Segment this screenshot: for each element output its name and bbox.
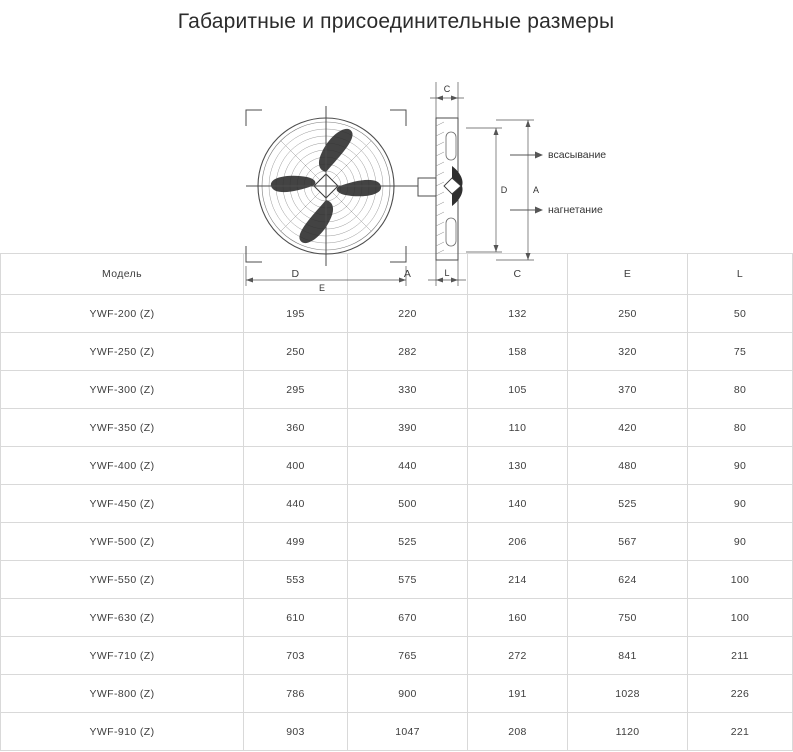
cell-l: 226 (688, 675, 793, 713)
cell-a: 670 (348, 599, 468, 637)
cell-model: YWF-550 (Z) (1, 561, 244, 599)
cell-l: 100 (688, 561, 793, 599)
cell-model: YWF-710 (Z) (1, 637, 244, 675)
cell-e: 624 (568, 561, 688, 599)
label-A-side: A (532, 185, 540, 195)
cell-a: 390 (348, 409, 468, 447)
table-row (1, 523, 793, 561)
cell-l: 90 (688, 447, 793, 485)
column-header-l: L (688, 254, 793, 295)
cell-c: 140 (468, 485, 568, 523)
cell-a: 900 (348, 675, 468, 713)
table-row (1, 637, 793, 675)
cell-e: 480 (568, 447, 688, 485)
cell-model: YWF-910 (Z) (1, 713, 244, 751)
cell-e: 841 (568, 637, 688, 675)
cell-model: YWF-630 (Z) (1, 599, 244, 637)
cell-a: 282 (348, 333, 468, 371)
cell-a: 440 (348, 447, 468, 485)
cell-d: 703 (244, 637, 348, 675)
cell-d: 610 (244, 599, 348, 637)
column-header-a: A (348, 254, 468, 295)
cell-c: 206 (468, 523, 568, 561)
cell-e: 370 (568, 371, 688, 409)
label-D-side: D (500, 185, 508, 195)
cell-a: 330 (348, 371, 468, 409)
cell-model: YWF-250 (Z) (1, 333, 244, 371)
table-row (1, 295, 793, 333)
cell-c: 110 (468, 409, 568, 447)
cell-l: 50 (688, 295, 793, 333)
cell-e: 567 (568, 523, 688, 561)
cell-d: 360 (244, 409, 348, 447)
cell-e: 750 (568, 599, 688, 637)
cell-model: YWF-500 (Z) (1, 523, 244, 561)
table-row (1, 485, 793, 523)
table-row (1, 675, 793, 713)
cell-model: YWF-300 (Z) (1, 371, 244, 409)
cell-d: 553 (244, 561, 348, 599)
cell-c: 158 (468, 333, 568, 371)
cell-e: 420 (568, 409, 688, 447)
label-C-side: C (443, 84, 451, 94)
cell-l: 100 (688, 599, 793, 637)
label-L-side: L (444, 268, 450, 278)
flow-annotations (510, 149, 606, 216)
cell-d: 250 (244, 333, 348, 371)
cell-l: 80 (688, 409, 793, 447)
cell-a: 1047 (348, 713, 468, 751)
dimensions-table (0, 253, 793, 751)
cell-c: 132 (468, 295, 568, 333)
cell-l: 211 (688, 637, 793, 675)
cell-c: 272 (468, 637, 568, 675)
cell-c: 130 (468, 447, 568, 485)
cell-d: 786 (244, 675, 348, 713)
table-row (1, 447, 793, 485)
cell-e: 320 (568, 333, 688, 371)
table-row (1, 409, 793, 447)
cell-model: YWF-200 (Z) (1, 295, 244, 333)
cell-model: YWF-450 (Z) (1, 485, 244, 523)
cell-d: 295 (244, 371, 348, 409)
cell-l: 90 (688, 485, 793, 523)
cell-a: 500 (348, 485, 468, 523)
cell-a: 575 (348, 561, 468, 599)
cell-e: 250 (568, 295, 688, 333)
cell-a: 765 (348, 637, 468, 675)
column-header-model: Модель (1, 254, 244, 295)
cell-e: 1120 (568, 713, 688, 751)
cell-d: 499 (244, 523, 348, 561)
table-row (1, 713, 793, 751)
cell-c: 214 (468, 561, 568, 599)
cell-l: 90 (688, 523, 793, 561)
cell-e: 525 (568, 485, 688, 523)
label-E-front: E (318, 283, 326, 293)
table-row (1, 333, 793, 371)
table-row (1, 371, 793, 409)
column-header-d: D (244, 254, 348, 295)
cell-l: 75 (688, 333, 793, 371)
page-title: Габаритные и присоединительные размеры (177, 10, 615, 33)
label-intake: всасывание (548, 149, 607, 161)
cell-c: 105 (468, 371, 568, 409)
cell-c: 208 (468, 713, 568, 751)
label-discharge: нагнетание (548, 204, 603, 216)
cell-c: 160 (468, 599, 568, 637)
cell-d: 400 (244, 447, 348, 485)
cell-d: 903 (244, 713, 348, 751)
cell-d: 195 (244, 295, 348, 333)
cell-c: 191 (468, 675, 568, 713)
column-header-c: C (468, 254, 568, 295)
table-row (1, 599, 793, 637)
cell-d: 440 (244, 485, 348, 523)
table-header-row (1, 254, 793, 295)
cell-a: 220 (348, 295, 468, 333)
cell-model: YWF-400 (Z) (1, 447, 244, 485)
cell-e: 1028 (568, 675, 688, 713)
cell-l: 80 (688, 371, 793, 409)
cell-l: 221 (688, 713, 793, 751)
table-row (1, 561, 793, 599)
cell-a: 525 (348, 523, 468, 561)
column-header-e: E (568, 254, 688, 295)
cell-model: YWF-350 (Z) (1, 409, 244, 447)
cell-model: YWF-800 (Z) (1, 675, 244, 713)
